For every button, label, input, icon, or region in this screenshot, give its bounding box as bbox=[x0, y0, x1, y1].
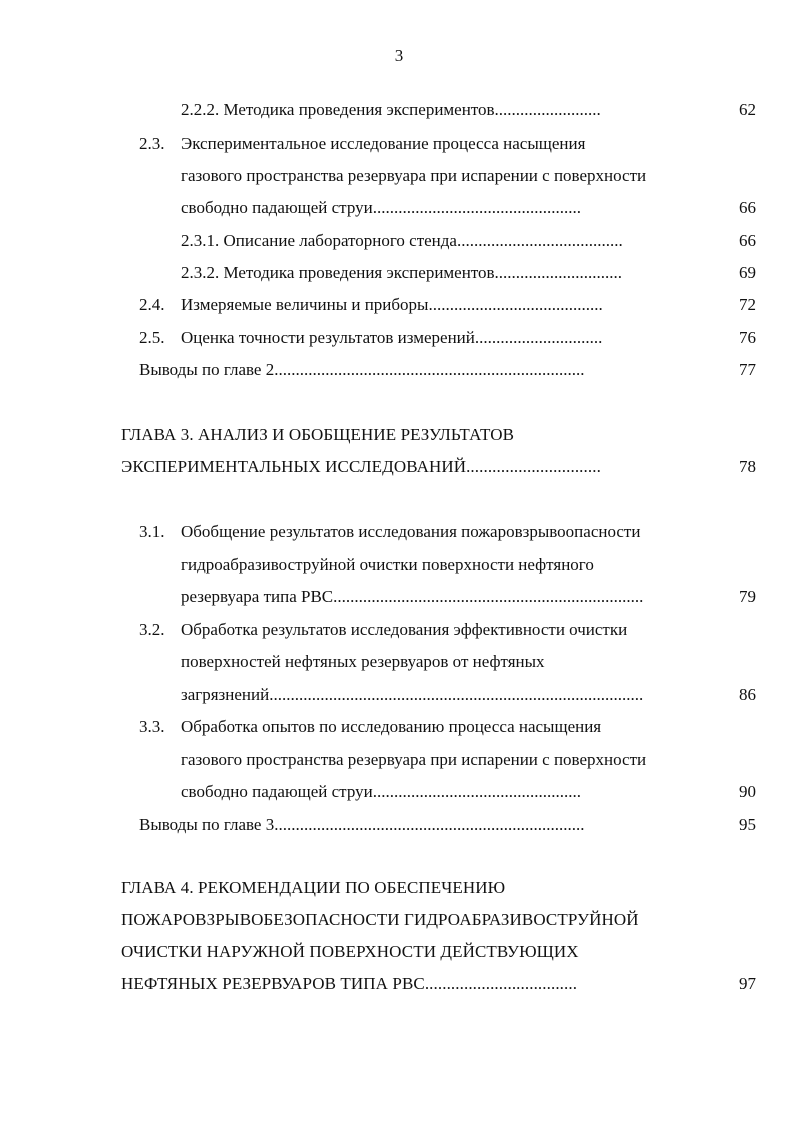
toc-page-2-3: 66 bbox=[739, 198, 756, 217]
toc-chapter-4-title-line3: ОЧИСТКИ НАРУЖНОЙ ПОВЕРХНОСТИ ДЕЙСТВУЮЩИХ bbox=[121, 942, 579, 961]
toc-entry-text: Экспериментальное исследование процесса насыщения bbox=[181, 134, 586, 153]
toc-entry-3-3 bbox=[139, 717, 601, 737]
toc-page-2-2-2: 62 bbox=[739, 100, 756, 119]
toc-entry-text: газового пространства резервуара при испарении с поверхности bbox=[181, 166, 647, 185]
toc-entry-3-2 bbox=[139, 620, 627, 640]
toc-entry-2-2-2 bbox=[181, 100, 601, 120]
toc-chapter-4-title-line4: НЕФТЯНЫХ РЕЗЕРВУАРОВ ТИПА РВС................................... bbox=[121, 974, 578, 993]
toc-page-2-3-2: 69 bbox=[739, 263, 756, 282]
toc-entry-3-3-line3 bbox=[181, 782, 581, 802]
toc-entry-number: 3.1. bbox=[139, 522, 165, 541]
toc-entry-text: Оценка точности результатов измерений.............................. bbox=[181, 328, 603, 347]
toc-entry-conclusions-2 bbox=[139, 360, 584, 380]
toc-entry-2-4 bbox=[139, 295, 603, 315]
toc-entry-text: 2.3.1. Описание лабораторного стенда....................................... bbox=[181, 231, 623, 250]
toc-entry-text: 2.3.2. Методика проведения экспериментов.............................. bbox=[181, 263, 623, 282]
toc-entry-text: Выводы по главе 3......................................................................... bbox=[139, 815, 585, 834]
toc-entry-number: 2.4. bbox=[139, 295, 165, 314]
toc-page-3-2: 86 bbox=[739, 685, 756, 704]
toc-chapter-3-title: ГЛАВА 3. АНАЛИЗ И ОБОБЩЕНИЕ РЕЗУЛЬТАТОВ bbox=[121, 425, 515, 444]
toc-entry-text: Выводы по главе 2......................................................................... bbox=[139, 360, 585, 379]
toc-entry-3-2-line3 bbox=[181, 685, 643, 705]
toc-entry-text: Обобщение результатов исследования пожаровзрывоопасности bbox=[181, 522, 641, 541]
toc-entry-3-2-line2 bbox=[181, 652, 545, 672]
toc-chapter-3-title-line2: ЭКСПЕРИМЕНТАЛЬНЫХ ИССЛЕДОВАНИЙ............................... bbox=[121, 457, 601, 476]
toc-page-3-3: 90 bbox=[739, 782, 756, 801]
toc-entry-text: резервуара типа РВС......................................................................... bbox=[181, 587, 644, 606]
toc-entry-3-3-line2 bbox=[181, 750, 646, 770]
toc-entry-number: 3.2. bbox=[139, 620, 165, 639]
toc-page-chapter-4: 97 bbox=[739, 974, 756, 993]
toc-entry-2-3 bbox=[139, 134, 585, 154]
toc-page-2-3-1: 66 bbox=[739, 231, 756, 250]
toc-page-conclusions-2: 77 bbox=[739, 360, 756, 379]
toc-entry-text: Измеряемые величины и приборы......................................... bbox=[181, 295, 603, 314]
toc-entry-text: свободно падающей струи................................................. bbox=[181, 198, 581, 217]
toc-entry-text: загрязнений........................................................................................ bbox=[181, 685, 644, 704]
page-number: 3 bbox=[394, 46, 404, 65]
toc-chapter-4-title: ГЛАВА 4. РЕКОМЕНДАЦИИ ПО ОБЕСПЕЧЕНИЮ bbox=[121, 878, 506, 897]
toc-entry-text: Обработка опытов по исследованию процесса насыщения bbox=[181, 717, 602, 736]
toc-entry-number: 3.3. bbox=[139, 717, 165, 736]
toc-entry-text: поверхностей нефтяных резервуаров от нефтяных bbox=[181, 652, 545, 671]
toc-entry-3-1-line3 bbox=[181, 587, 643, 607]
toc-entry-number: 2.3. bbox=[139, 134, 165, 153]
toc-entry-text: газового пространства резервуара при испарении с поверхности bbox=[181, 750, 647, 769]
toc-page-chapter-3: 78 bbox=[739, 457, 756, 476]
toc-entry-2-3-2 bbox=[181, 263, 622, 283]
toc-entry-text: Обработка результатов исследования эффективности очистки bbox=[181, 620, 628, 639]
toc-entry-text: 2.2.2. Методика проведения экспериментов......................... bbox=[181, 100, 601, 119]
toc-entry-text: гидроабразивоструйной очистки поверхности нефтяного bbox=[181, 555, 594, 574]
toc-page-conclusions-3: 95 bbox=[739, 815, 756, 834]
toc-chapter-4-title-line2: ПОЖАРОВЗРЫВОБЕЗОПАСНОСТИ ГИДРОАБРАЗИВОСТРУЙНОЙ bbox=[121, 910, 639, 929]
toc-page-2-5: 76 bbox=[739, 328, 756, 347]
toc-page-2-4: 72 bbox=[739, 295, 756, 314]
toc-entry-2-3-line3 bbox=[181, 198, 581, 218]
toc-entry-3-1-line2 bbox=[181, 555, 594, 575]
toc-entry-text: свободно падающей струи................................................. bbox=[181, 782, 581, 801]
toc-entry-2-3-1 bbox=[181, 231, 623, 251]
toc-entry-3-1 bbox=[139, 522, 640, 542]
toc-entry-number: 2.5. bbox=[139, 328, 165, 347]
toc-entry-2-3-line2 bbox=[181, 166, 646, 186]
toc-entry-conclusions-3 bbox=[139, 815, 584, 835]
toc-entry-2-5 bbox=[139, 328, 602, 348]
toc-page-3-1: 79 bbox=[739, 587, 756, 606]
